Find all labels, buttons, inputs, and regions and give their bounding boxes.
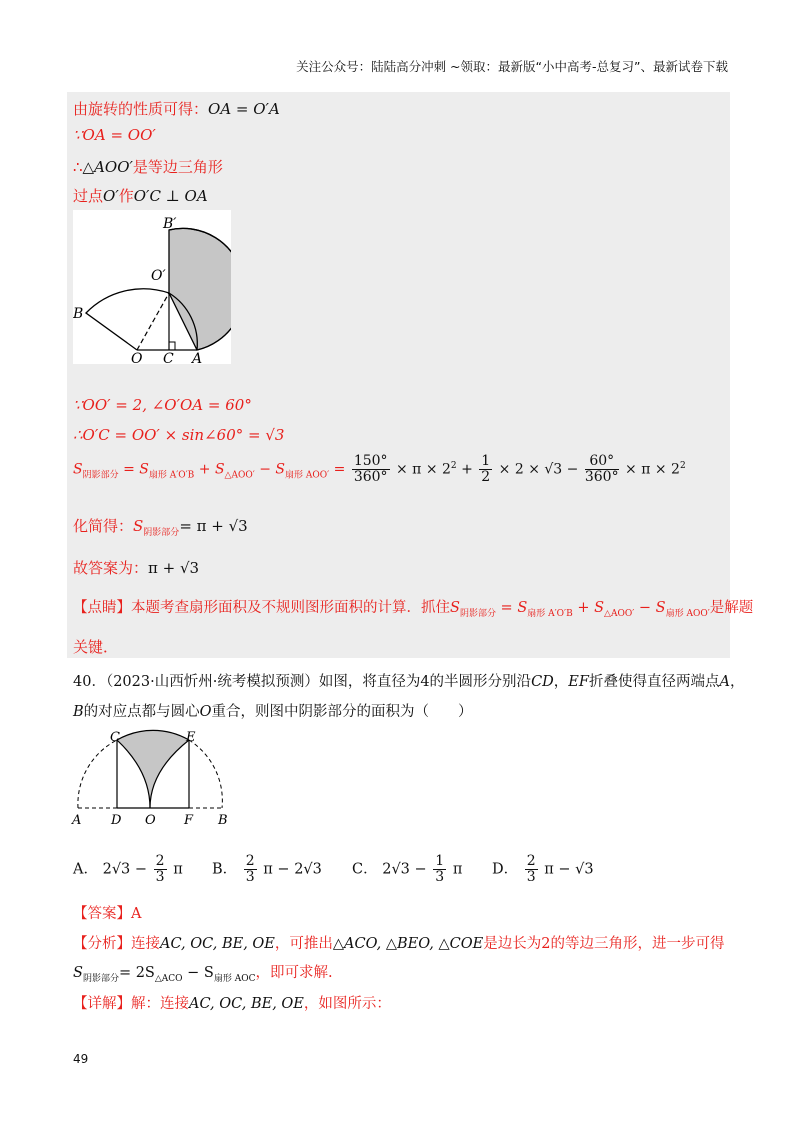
remark-line: 【点睛】本题考查扇形面积及不规则图形面积的计算．抓住$S_{阴影部分} = S_{扇形 A'O'B} + S_{\triangle AOO'} - S_{扇形 AOO'}$是解题 [73, 600, 754, 619]
label-d: D [111, 813, 122, 828]
label-f: F [184, 813, 194, 828]
page-header: 关注公众号：陆陆高分冲刺 ~领取：最新版“小中高考-总复习”、最新试卷下载 [296, 59, 728, 74]
option-a[interactable]: A． 2√3 − $\frac{2}{3}$ π [73, 853, 183, 885]
question-line-1: 40．（2023·山西忻州·统考模拟预测）如图，将直径为4的半圆形分别沿CD，EF折叠使得直径两端点A， [73, 674, 745, 690]
solution-line-5: ∵OO′ = 2, ∠O′OA = 60° [73, 396, 252, 414]
label-b: B [73, 306, 84, 322]
label-c: C [110, 730, 120, 745]
fraction-150-360: $\frac{150^\circ}{360^\circ}$ [353, 453, 388, 485]
label-o: O [131, 351, 143, 364]
fraction-1-2: $\frac{1}{2}$ [481, 453, 491, 485]
area-formula: $S_{阴影部分} = S_{扇形 A'O'B} + S_{\triangle AOO'} - S_{扇形 AOO'}$ = $\frac{150^\circ}{360^\circ}$ × $\pi \times 2^2$ + $\frac{1}{2}$ × 2 × √3 − $\frac{60^\circ}{360^\circ}$ × $\pi \times 2^2$ [73, 453, 686, 485]
label-b: B [218, 813, 228, 828]
analysis-line-2: $S_{阴影部分}= 2S_{\triangle ACO} - S_{扇形 AOC}$，即可求解. [73, 965, 333, 984]
shaded-region [117, 730, 189, 808]
dashed-arc-right [189, 740, 222, 808]
fraction-60-360: $\frac{60^\circ}{360^\circ}$ [584, 453, 619, 485]
analysis-line-1: 【分析】连接AC, OC, BE, OE，可推出△ACO, △BEO, △COE是边长为2的等边三角形，进一步可得 [73, 936, 725, 952]
answer-tag-line: 【答案】A [73, 906, 142, 922]
label-b-prime: B′ [163, 216, 177, 232]
simplify-line: 化简得：$S_{阴影部分}= \pi + √3$ [73, 517, 248, 538]
detail-line: 【详解】解：连接AC, OC, BE, OE，如图所示： [73, 996, 391, 1012]
label-e: E [186, 730, 196, 745]
label-c: C [163, 351, 174, 364]
label-a: A [72, 813, 82, 828]
option-c[interactable]: C． 2√3 − $\frac{1}{3}$ π [352, 853, 463, 885]
dashed-arc-left [78, 740, 117, 808]
answer-line: 故答案为：π + √3 [73, 559, 200, 577]
remark-line-2: 关键． [73, 638, 119, 656]
solution-line-2: ∵OA = OO′ [73, 126, 156, 144]
fold-figure [70, 728, 240, 830]
label-o-prime: O′ [151, 268, 166, 284]
option-b[interactable]: B． $\frac{2}{3}$ π − 2√3 [212, 853, 322, 885]
option-d[interactable]: D． $\frac{2}{3}$ π − √3 [492, 853, 594, 885]
label-a: A [192, 351, 203, 364]
solution-line-6: ∴O′C = OO′ × sin∠60° = √3 [73, 426, 285, 444]
solution-line-1: 由旋转的性质可得：OA = O′A [73, 100, 280, 118]
question-line-2: B的对应点都与圆心O重合，则图中阴影部分的面积为（ ） [73, 704, 473, 720]
solution-line-4: 过点O′作O′C ⊥ OA [73, 187, 208, 205]
solution-line-3: ∴△AOO′是等边三角形 [73, 158, 223, 176]
page-number: 49 [73, 1052, 89, 1066]
rotation-figure [73, 210, 231, 364]
label-o: O [145, 813, 156, 828]
